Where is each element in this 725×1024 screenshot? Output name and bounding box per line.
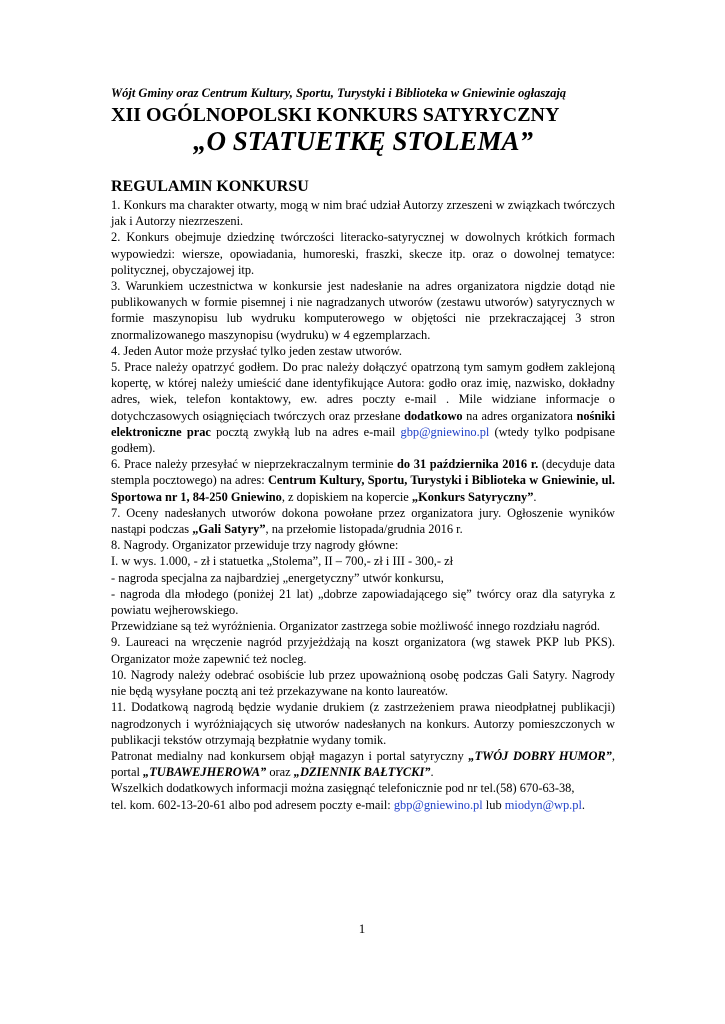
intro-line: Wójt Gminy oraz Centrum Kultury, Sportu, Turystyki i Biblioteka w Gniewinie ogłaszają bbox=[111, 86, 567, 100]
rule-8-main-prizes: I. w wys. 1.000, - zł i statuetka „Stolema”, II – 700,- zł i III - 300,- zł bbox=[111, 554, 454, 569]
regulations-body bbox=[111, 197, 615, 813]
patron-twoj-dobry-humor: „TWÓJ DOBRY HUMOR” bbox=[468, 748, 612, 763]
rule-6-text-d: . bbox=[533, 489, 537, 504]
contact-email-gbp-link[interactable]: gbp@gniewino.pl bbox=[393, 797, 483, 812]
rule-5-text-a: 5. Prace należy opatrzyć godłem. Do prac należy dołączyć opatrzoną tym samym godłem zaklejoną kopertę, w której należy umieścić dane identyfikujące Autora: godło oraz imię, nazwisko, dokładny adres, wiek, telefon kontaktowy, ew. adres poczty e-mail . Mile widziane informacje o dotychczasowych osiągnięciach twórczych oraz przesłane bbox=[111, 360, 615, 423]
rule-5-email-link[interactable]: gbp@gniewino.pl bbox=[400, 424, 490, 439]
media-patronage bbox=[111, 748, 615, 780]
rule-6-text-c: , z dopiskiem na kopercie bbox=[281, 489, 412, 504]
rule-8-special-prize: - nagroda specjalna za najbardziej „energetyczny” utwór konkursu, bbox=[111, 570, 444, 585]
rule-7-text-b: , na przełomie listopada/grudnia 2016 r. bbox=[265, 522, 463, 537]
rule-8-distinctions: Przewidziane są też wyróżnienia. Organizator zastrzega sobie możliwość innego rozdziału nagród. bbox=[111, 619, 601, 634]
rule-5-text-c: pocztą zwykłą lub na adres e-mail bbox=[210, 424, 401, 439]
patron-text-a: Patronat medialny nad konkursem objął magazyn i portal satyryczny bbox=[111, 748, 469, 763]
rule-5 bbox=[111, 359, 615, 456]
rule-6-envelope-note: „Konkurs Satyryczny” bbox=[411, 489, 534, 504]
rule-6-deadline: do 31 października 2016 r. bbox=[397, 457, 539, 472]
rule-7-gala: „Gali Satyry” bbox=[192, 522, 266, 537]
rule-10: 10. Nagrody należy odebrać osobiście lub przez upoważnioną osobę podczas Gali Satyry. Nagrody nie będą wysyłane pocztą ani też przekazywane na konto laureatów. bbox=[111, 667, 615, 699]
contact-text-c: . bbox=[581, 797, 585, 812]
rule-5-bold-additionally: dodatkowo bbox=[404, 408, 463, 423]
rule-9: 9. Laureaci na wręczenie nagród przyjeżdżają na koszt organizatora (wg stawek PKP lub PKS). Organizator może zapewnić też nocleg. bbox=[111, 635, 615, 666]
rule-6-address: Centrum Kultury, Sportu, Turystyki i Biblioteka w Gniewinie, ul. Sportowa nr 1, 84-250 Gniewino bbox=[111, 473, 616, 504]
document-page bbox=[111, 85, 615, 813]
contact-text-a: tel. kom. 602-13-20-61 albo pod adresem poczty e-mail: bbox=[111, 797, 394, 812]
rule-7 bbox=[111, 505, 615, 537]
rule-5-text-d: (wtedy tylko podpisane godłem). bbox=[111, 424, 615, 456]
page-number: 1 bbox=[358, 921, 366, 936]
contest-subtitle: „O STATUETKĘ STOLEMA” bbox=[192, 126, 534, 156]
patron-text-d: . bbox=[430, 765, 434, 780]
patron-text-b: , portal bbox=[111, 748, 615, 780]
rule-8-young-prize: - nagroda dla młodego (poniżej 21 lat) „dobrze zapowiadającego się” twórcy oraz dla satyryka z powiatu wejherowskiego. bbox=[111, 586, 615, 618]
regulations-heading: REGULAMIN KONKURSU bbox=[111, 178, 309, 195]
patron-text-c: oraz bbox=[266, 765, 294, 780]
patron-dziennik-baltycki: „DZIENNIK BAŁTYCKI” bbox=[293, 765, 431, 780]
contest-title: XII OGÓLNOPOLSKI KONKURS SATYRYCZNY bbox=[111, 104, 560, 126]
contact-text-b: lub bbox=[482, 797, 505, 812]
rule-6 bbox=[111, 456, 615, 505]
patron-tubawejherowa: „TUBAWEJHEROWA” bbox=[143, 765, 267, 780]
rule-5-bold-media: nośniki elektroniczne prac bbox=[111, 408, 616, 439]
rule-1: 1. Konkurs ma charakter otwarty, mogą w nim brać udział Autorzy zrzeszeni w związkach twórczych jak i Autorzy niezrzeszeni. bbox=[111, 198, 615, 229]
rule-2: 2. Konkurs obejmuje dziedzinę twórczości literacko-satyrycznej w dowolnych krótkich formach wypowiedzi: wiersze, opowiadania, humoreski, fraszki, skecze itp. oraz o dowolnej tematyce: politycznej, obyczajowej itp. bbox=[111, 230, 615, 277]
rule-11: 11. Dodatkową nagrodą będzie wydanie drukiem (z zastrzeżeniem prawa nieodpłatnej publikacji) nagrodzonych i wyróżniających się utworów nadesłanych na konkurs. Autorzy pomieszczonych w publikacji tekstów otrzymają bezpłatnie wydany tomik. bbox=[111, 700, 615, 747]
rule-6-text-b: (decyduje data stempla pocztowego) na adres: bbox=[111, 457, 615, 488]
rule-8-heading: 8. Nagrody. Organizator przewiduje trzy nagrody główne: bbox=[111, 538, 399, 553]
contact-email-miodyn-link[interactable]: miodyn@wp.pl bbox=[504, 797, 582, 812]
rule-5-text-b: na adres organizatora bbox=[462, 408, 577, 423]
rule-6-text-a: 6. Prace należy przesyłać w nieprzekraczalnym terminie bbox=[111, 457, 397, 472]
contact-info-line-2 bbox=[111, 797, 615, 813]
rule-7-text-a: 7. Oceny nadesłanych utworów dokona powołane przez organizatora jury. Ogłoszenie wyników nastąpi podczas bbox=[111, 505, 615, 537]
contact-info-line-1: Wszelkich dodatkowych informacji można zasięgnąć telefonicznie pod nr tel.(58) 670-63-38, bbox=[111, 781, 575, 796]
rule-4: 4. Jeden Autor może przysłać tylko jeden zestaw utworów. bbox=[111, 343, 402, 358]
rule-3: 3. Warunkiem uczestnictwa w konkursie jest nadesłanie na adres organizatora nigdzie dotąd nie publikowanych w formie pisemnej i nie nagradzanych utworów (zestawu utworów) satyrycznych w formie maszynopisu lub wydruku komputerowego w objętości nie przekraczającej 3 stron znormalizowanego maszynopisu (wydruku) w 4 egzemplarzach. bbox=[111, 279, 615, 342]
